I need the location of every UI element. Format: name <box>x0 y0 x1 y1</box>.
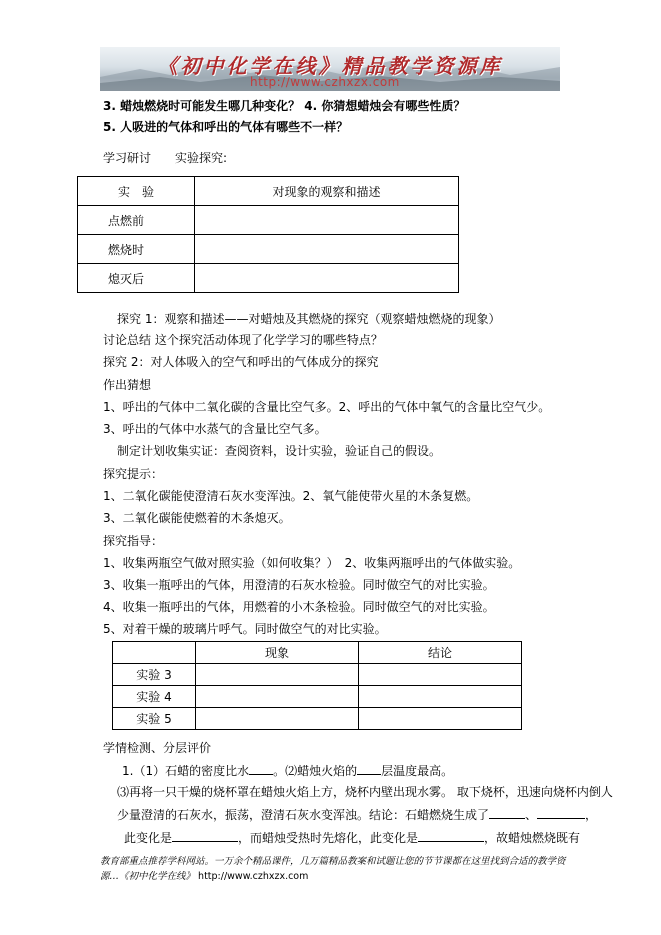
plan-text: 制定计划收集实证：查阅资料，设计实验，验证自己的假设。 <box>117 444 442 458</box>
table-cell-empty[interactable] <box>196 664 359 686</box>
banner-url-link[interactable]: http://www.czhxzx.com <box>250 75 400 89</box>
evaluation-heading: 学情检测、分层评价 <box>103 741 212 755</box>
table-header-empty <box>113 642 196 664</box>
footer-text: 教育部重点推荐学科网站。一万余个精品课件，几万篇精品教案和试题让您的节节课都在这里找到合适的教学资源…《初中化学在线》 <box>100 856 566 882</box>
hint-heading: 探究提示： <box>103 467 164 481</box>
observation-table <box>77 176 459 293</box>
table-cell-empty[interactable] <box>195 264 459 293</box>
exercise-1 <box>122 762 453 779</box>
table-row-label: 熄灭后 <box>78 264 195 293</box>
exercise-3-line-1: ⑶再将一只干燥的烧杯罩在蜡烛火焰上方，烧杯内壁出现水雾。 取下烧杯，迅速向烧杯内倒人 <box>117 785 613 799</box>
banner-title: 《初中化学在线》精品教学资源库 <box>157 54 503 78</box>
table-cell-empty[interactable] <box>195 235 459 264</box>
guide-heading: 探究指导： <box>103 534 164 548</box>
table-header: 结论 <box>359 642 522 664</box>
hint-1-2: 1、二氧化碳能使澄清石灰水变浑浊。2、氧气能使带火星的木条复燃。 <box>103 489 479 503</box>
table-header: 实 验 <box>78 177 195 206</box>
answer-blank[interactable] <box>537 806 585 819</box>
hypothesis-heading: 作出猜想 <box>103 378 152 392</box>
answer-blank[interactable] <box>249 762 273 775</box>
exercise-3-text: ，故蜡烛燃烧既有 <box>484 831 581 845</box>
table-row-label: 点燃前 <box>78 206 195 235</box>
exercise-3-text: 少量澄清的石灰水，振荡，澄清石灰水变浑浊。结论：石蜡燃烧生成了 <box>117 808 490 822</box>
page-footer <box>100 854 570 884</box>
hint-3: 3、二氧化碳能使燃着的木条熄灭。 <box>103 511 291 525</box>
exercise-3-text: ， <box>585 808 598 822</box>
table-cell-empty[interactable] <box>196 686 359 708</box>
table-cell-empty[interactable] <box>195 206 459 235</box>
exercise-3-text: 、 <box>525 808 538 822</box>
exercise-3-text: ，而蜡烛受热时先熔化，此变化是 <box>238 831 419 845</box>
table-row-label: 实验 4 <box>113 686 196 708</box>
explore-1: 探究 1：观察和描述——对蜡烛及其燃烧的探究（观察蜡烛燃烧的现象） <box>117 312 501 326</box>
exercise-1-part-c: 层温度最高。 <box>381 764 454 778</box>
table-cell-empty[interactable] <box>196 708 359 730</box>
question-3-4: 3. 蜡烛燃烧时可能发生哪几种变化？ 4. 你猜想蜡烛会有哪些性质？ <box>103 99 466 113</box>
table-row-label: 实验 3 <box>113 664 196 686</box>
question-5: 5. 人吸进的气体和呼出的气体有哪些不一样？ <box>103 120 349 134</box>
answer-blank[interactable] <box>357 762 381 775</box>
explore-2: 探究 2：对人体吸入的空气和呼出的气体成分的探究 <box>103 355 379 369</box>
footer-url-link[interactable]: http://www.czhxzx.com <box>198 871 309 882</box>
answer-blank[interactable] <box>489 806 525 819</box>
table-header: 对现象的观察和描述 <box>195 177 459 206</box>
exercise-1-part-b: 。⑵蜡烛火焰的 <box>273 764 358 778</box>
answer-blank[interactable] <box>172 829 238 842</box>
table-header: 现象 <box>196 642 359 664</box>
header-banner <box>100 47 560 91</box>
exercise-3-line-3 <box>124 829 580 846</box>
table-row-label: 实验 5 <box>113 708 196 730</box>
study-heading: 学习研讨 实验探究: <box>103 151 228 165</box>
exercise-3-text: 此变化是 <box>124 831 173 845</box>
table-cell-empty[interactable] <box>359 708 522 730</box>
guide-4: 4、收集一瓶呼出的气体，用燃着的小木条检验。同时做空气的对比实验。 <box>103 600 495 614</box>
table-cell-empty[interactable] <box>359 686 522 708</box>
table-row-label: 燃烧时 <box>78 235 195 264</box>
table-cell-empty[interactable] <box>359 664 522 686</box>
hypothesis-3: 3、呼出的气体中水蒸气的含量比空气多。 <box>103 422 327 436</box>
guide-5: 5、对着干燥的玻璃片呼气。同时做空气的对比实验。 <box>103 622 387 636</box>
answer-blank[interactable] <box>418 829 484 842</box>
guide-1-2: 1、收集两瓶空气做对照实验（如何收集？） 2、收集两瓶呼出的气体做实验。 <box>103 556 521 570</box>
guide-3: 3、收集一瓶呼出的气体，用澄清的石灰水检验。同时做空气的对比实验。 <box>103 578 495 592</box>
experiment-result-table <box>112 641 522 730</box>
exercise-3-line-2 <box>117 806 597 823</box>
discussion-summary: 讨论总结 这个探究活动体现了化学学习的哪些特点？ <box>103 333 383 347</box>
hypothesis-1-2: 1、呼出的气体中二氧化碳的含量比空气多。2、呼出的气体中氧气的含量比空气少。 <box>103 400 551 414</box>
exercise-1-part-a: 1.（1）石蜡的密度比水 <box>122 764 250 778</box>
